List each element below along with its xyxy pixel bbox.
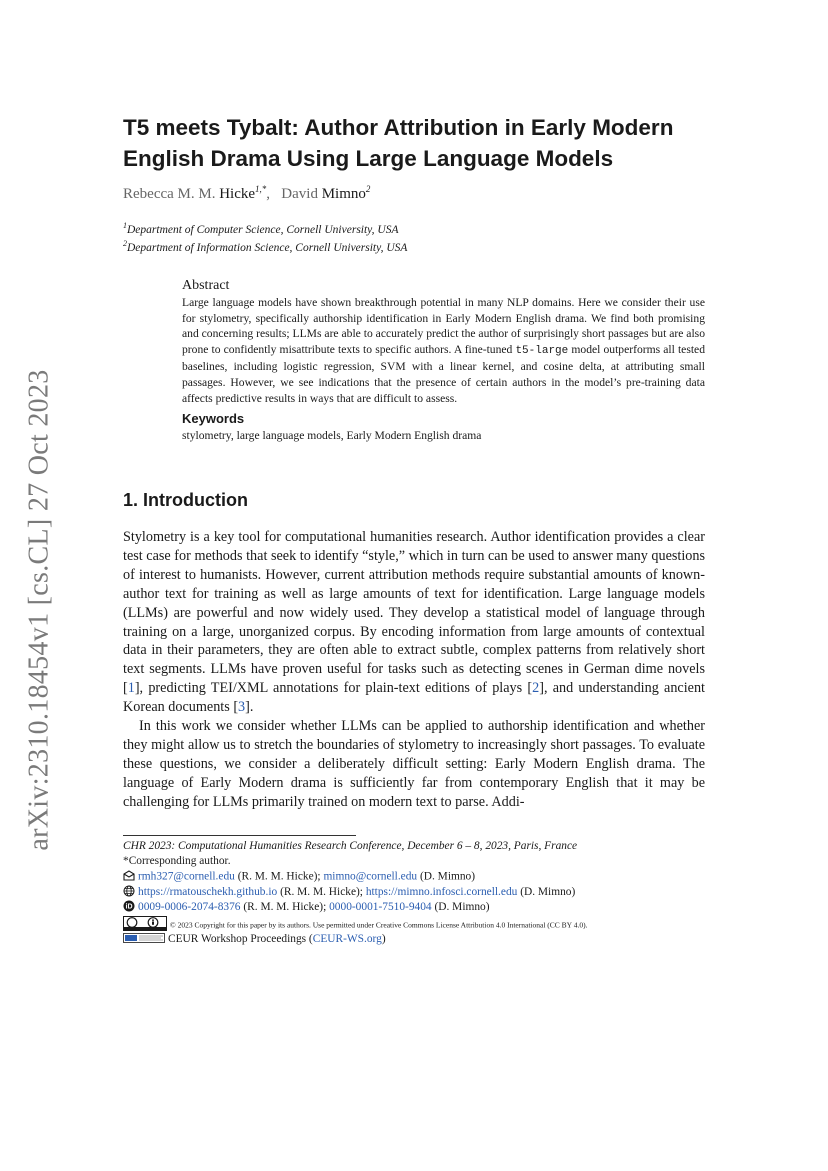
arxiv-identifier: arXiv:2310.18454v1 [cs.CL] 27 Oct 2023 [24,369,55,851]
citation-link[interactable]: 3 [238,699,246,716]
author-first: Rebecca M. M. [123,186,216,202]
author-sup: 1,* [255,184,267,194]
orcid-owner: (D. Mimno) [431,901,490,914]
affiliation-text: Department of Information Science, Cornell University, USA [127,241,408,254]
author-last: Hicke [219,186,256,202]
author-last: Mimno [321,186,366,202]
model-name-code: t5-large [515,344,569,357]
email-line [123,870,475,884]
section-heading: 1. Introduction [123,490,248,510]
orcid-icon [123,900,135,915]
arxiv-sidebar [22,370,58,850]
email-link[interactable]: rmh327@cornell.edu [138,870,235,883]
orcid-owner: (R. M. M. Hicke); [240,901,330,914]
abstract-text-part: model outperforms all tested baselines, including logistic regression, SVM with a linear kernel, and cosine delta, at attributing small passages. However, we see indications that the presence of certain authors in the model’s pre-training data affects predictive results in ways that are difficult to assess. [182,342,705,405]
email-link[interactable]: mimno@cornell.edu [323,870,418,883]
abstract-text-part: Large language models have shown breakthrough potential in many NLP domains. Here we consider their use for stylometry, specifically authorship identification in Early Modern English drama. We find both promising and concerning results; LLMs are able to accurately predict the author of surprisingly short passages but are also prone to confidently misattribute texts to specific authors. A fine-tuned [182,296,705,356]
para-text: ], and understanding ancient Korean documents [ [123,680,705,716]
website-owner: (R. M. M. Hicke); [277,886,366,899]
affiliation-sup: 1 [123,221,127,230]
affiliation-text: Department of Computer Science, Cornell University, USA [127,223,399,236]
svg-text:iD: iD [125,903,133,911]
para-text: ], predicting TEI/XML annotations for plain-text editions of plays [ [134,680,533,697]
orcid-link[interactable]: 0000-0001-7510-9404 [329,901,432,914]
ceur-close: ) [381,933,386,946]
keywords-text: stylometry, large language models, Early Modern English drama [182,429,482,442]
keywords-heading: Keywords [182,411,245,426]
footnote-rule [123,835,356,836]
author-sup: 2 [365,184,371,194]
cc-by-icon [123,916,167,934]
author-separator: , [266,186,278,202]
author-first: David [281,186,318,202]
para-text: Stylometry is a key tool for computational humanities research. Author identification provides a clear test case for methods that seek to identify “style,” which in turn can be used to answer many questions of interest to humanists. However, current attribution methods require substantial amounts of known-author text for training as well as large amounts of text for identification. Large language models (LLMs) are powerful and now widely used. They develop a statistical model of language through training on a large, unorganized corpus. By encoding information from large amounts of contextual data in their parameters, they are often able to extract subtle, complex patterns from relatively short text segments. LLMs have proven useful for tasks such as detecting scenes in German dime novels [ [123,529,705,697]
website-link[interactable]: https://mimno.infosci.cornell.edu [365,886,518,899]
abstract-text [182,295,705,406]
website-link[interactable]: https://rmatouschekh.github.io [138,886,278,899]
ceur-line [123,933,386,946]
affiliation-sup: 2 [123,239,127,248]
orcid-link[interactable]: 0009-0006-2074-8376 [138,901,241,914]
body-paragraph [123,528,705,717]
website-owner: (D. Mimno) [517,886,576,899]
para-text: ]. [245,699,254,716]
copyright-text: © 2023 Copyright for this paper by its authors. Use permitted under Creative Commons License Attribution 4.0 International (CC BY 4.0). [170,920,588,930]
abstract-heading: Abstract [182,278,230,293]
globe-icon [123,885,135,900]
orcid-line [123,900,490,915]
email-owner: (D. Mimno) [417,870,476,883]
ceur-logo [123,933,165,946]
corresponding-note: *Corresponding author. [123,855,231,867]
affiliation [123,221,398,236]
paper-title: T5 meets Tybalt: Author Attribution in Early Modern English Drama Using Large Language Models [123,115,674,171]
conference-note: CHR 2023: Computational Humanities Research Conference, December 6 – 8, 2023, Paris, France [123,840,578,852]
body-paragraph: In this work we consider whether LLMs can be applied to authorship identification and whether they might allow us to stretch the boundaries of stylometry to increasingly short passages. To evaluate these questions, we consider a deliberately difficult setting: Early Modern English drama. The language of Early Modern drama is sufficiently far from contemporary English that it may be challenging for LLMs primarily trained on modern text to parse. Addi- [123,718,705,810]
website-line [123,885,575,900]
citation-link[interactable]: 1 [127,680,135,697]
ceur-text: CEUR Workshop Proceedings ( [168,933,313,946]
email-owner: (R. M. M. Hicke); [234,870,324,883]
ceur-link[interactable]: CEUR-WS.org [312,933,382,946]
envelope-icon [123,870,135,884]
affiliation [123,239,407,254]
author-list [123,184,370,203]
citation-link[interactable]: 2 [532,680,540,697]
license-line [123,916,587,934]
